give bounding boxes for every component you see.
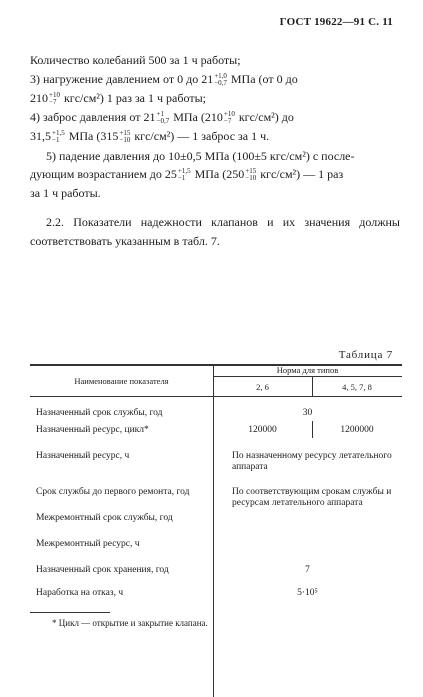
table-row-value: По назначенному ресурсу летательного аппарата (232, 451, 392, 473)
table-row-name: Наработка на отказ, ч (36, 588, 124, 599)
table-row-name: Межремонтный срок службы, год (36, 512, 173, 523)
table-header-norm: Норма для типов (276, 364, 339, 375)
table-row-value: По соответствующим срокам службы и ресурсам летательного аппарата (232, 487, 392, 509)
table-row-name: Назначенный ресурс, ч (36, 451, 130, 462)
tolerance: +1,5 −1 (177, 167, 191, 183)
paragraph-item-4-cont (30, 130, 400, 144)
tolerance: +10 −7 (49, 91, 60, 107)
tolerance: +15 −10 (119, 129, 131, 145)
text: МПа (210 (173, 110, 223, 124)
tolerance: +15 −10 (245, 167, 257, 183)
tolerance: +1,0 −0,7 (214, 72, 227, 88)
paragraph-item-5: 5) падение давления до 10±0,5 МПа (100±5 кгс/см²) с после- (46, 149, 355, 163)
table-header-type-a: 2, 6 (256, 382, 269, 393)
text: 4) заброс давления от 21 (30, 110, 156, 124)
tolerance: +1,5 −1 (52, 129, 65, 145)
paragraph-item-5-cont (30, 168, 400, 182)
paragraph-oscillations: Количество колебаний 500 за 1 ч работы; (30, 53, 241, 67)
table-row-name: Назначенный ресурс, цикл* (36, 425, 149, 436)
text: МПа (250 (194, 167, 245, 181)
paragraph-2-2: 2.2. Показатели надежности клапанов и их значения должны соответствовать указанным в табл. 7. (30, 215, 400, 248)
text: кгс/см²) 1 раз за 1 ч работы; (63, 91, 206, 105)
table-row-value: 30 (302, 407, 313, 418)
text: МПа (от 0 до (230, 72, 298, 86)
table-row-name: Срок службы до первого ремонта, год (36, 487, 190, 498)
text: 31,5 (30, 129, 51, 143)
tolerance: +10 −7 (223, 110, 235, 126)
table-row-name: Назначенный срок службы, год (36, 407, 163, 418)
text: кгс/см²) — 1 раз (260, 167, 344, 181)
footnote: * Цикл — открытие и закрытие клапана. (52, 618, 208, 628)
text: кгс/см²) — 1 заброс за 1 ч. (134, 129, 270, 143)
table-header-name: Наименование показателя (74, 376, 169, 387)
table-row-name: Назначенный срок хранения, год (36, 564, 169, 575)
paragraph-item-4 (30, 111, 400, 125)
table-header-type-b: 4, 5, 7, 8 (342, 382, 372, 393)
table-row-value-a: 120000 (248, 425, 277, 436)
table-rule (312, 421, 313, 438)
footnote-rule (30, 612, 110, 613)
text: кгс/см²) до (238, 110, 294, 124)
paragraph-item-3 (30, 73, 400, 87)
paragraph-item-5-end: за 1 ч работы. (30, 186, 101, 200)
table-row-value: 5·10⁵ (297, 588, 318, 599)
text: МПа (315 (68, 129, 119, 143)
table-row-name: Межремонтный ресурс, ч (36, 538, 140, 549)
paragraph-item-3-cont (30, 92, 400, 106)
table-caption: Таблица 7 (338, 349, 393, 361)
table-row-value: 7 (305, 564, 310, 575)
table-row-value-b: 1200000 (340, 425, 374, 436)
table-rule (213, 376, 402, 377)
text: 3) нагружение давлением от 0 до 21 (30, 72, 214, 86)
tolerance: +1 −0,7 (156, 110, 170, 126)
table-rule (30, 396, 402, 397)
text: 210 (30, 91, 48, 105)
page-header: ГОСТ 19622—91 С. 11 (279, 16, 393, 28)
text: дующим возрастанием до 25 (30, 167, 177, 181)
